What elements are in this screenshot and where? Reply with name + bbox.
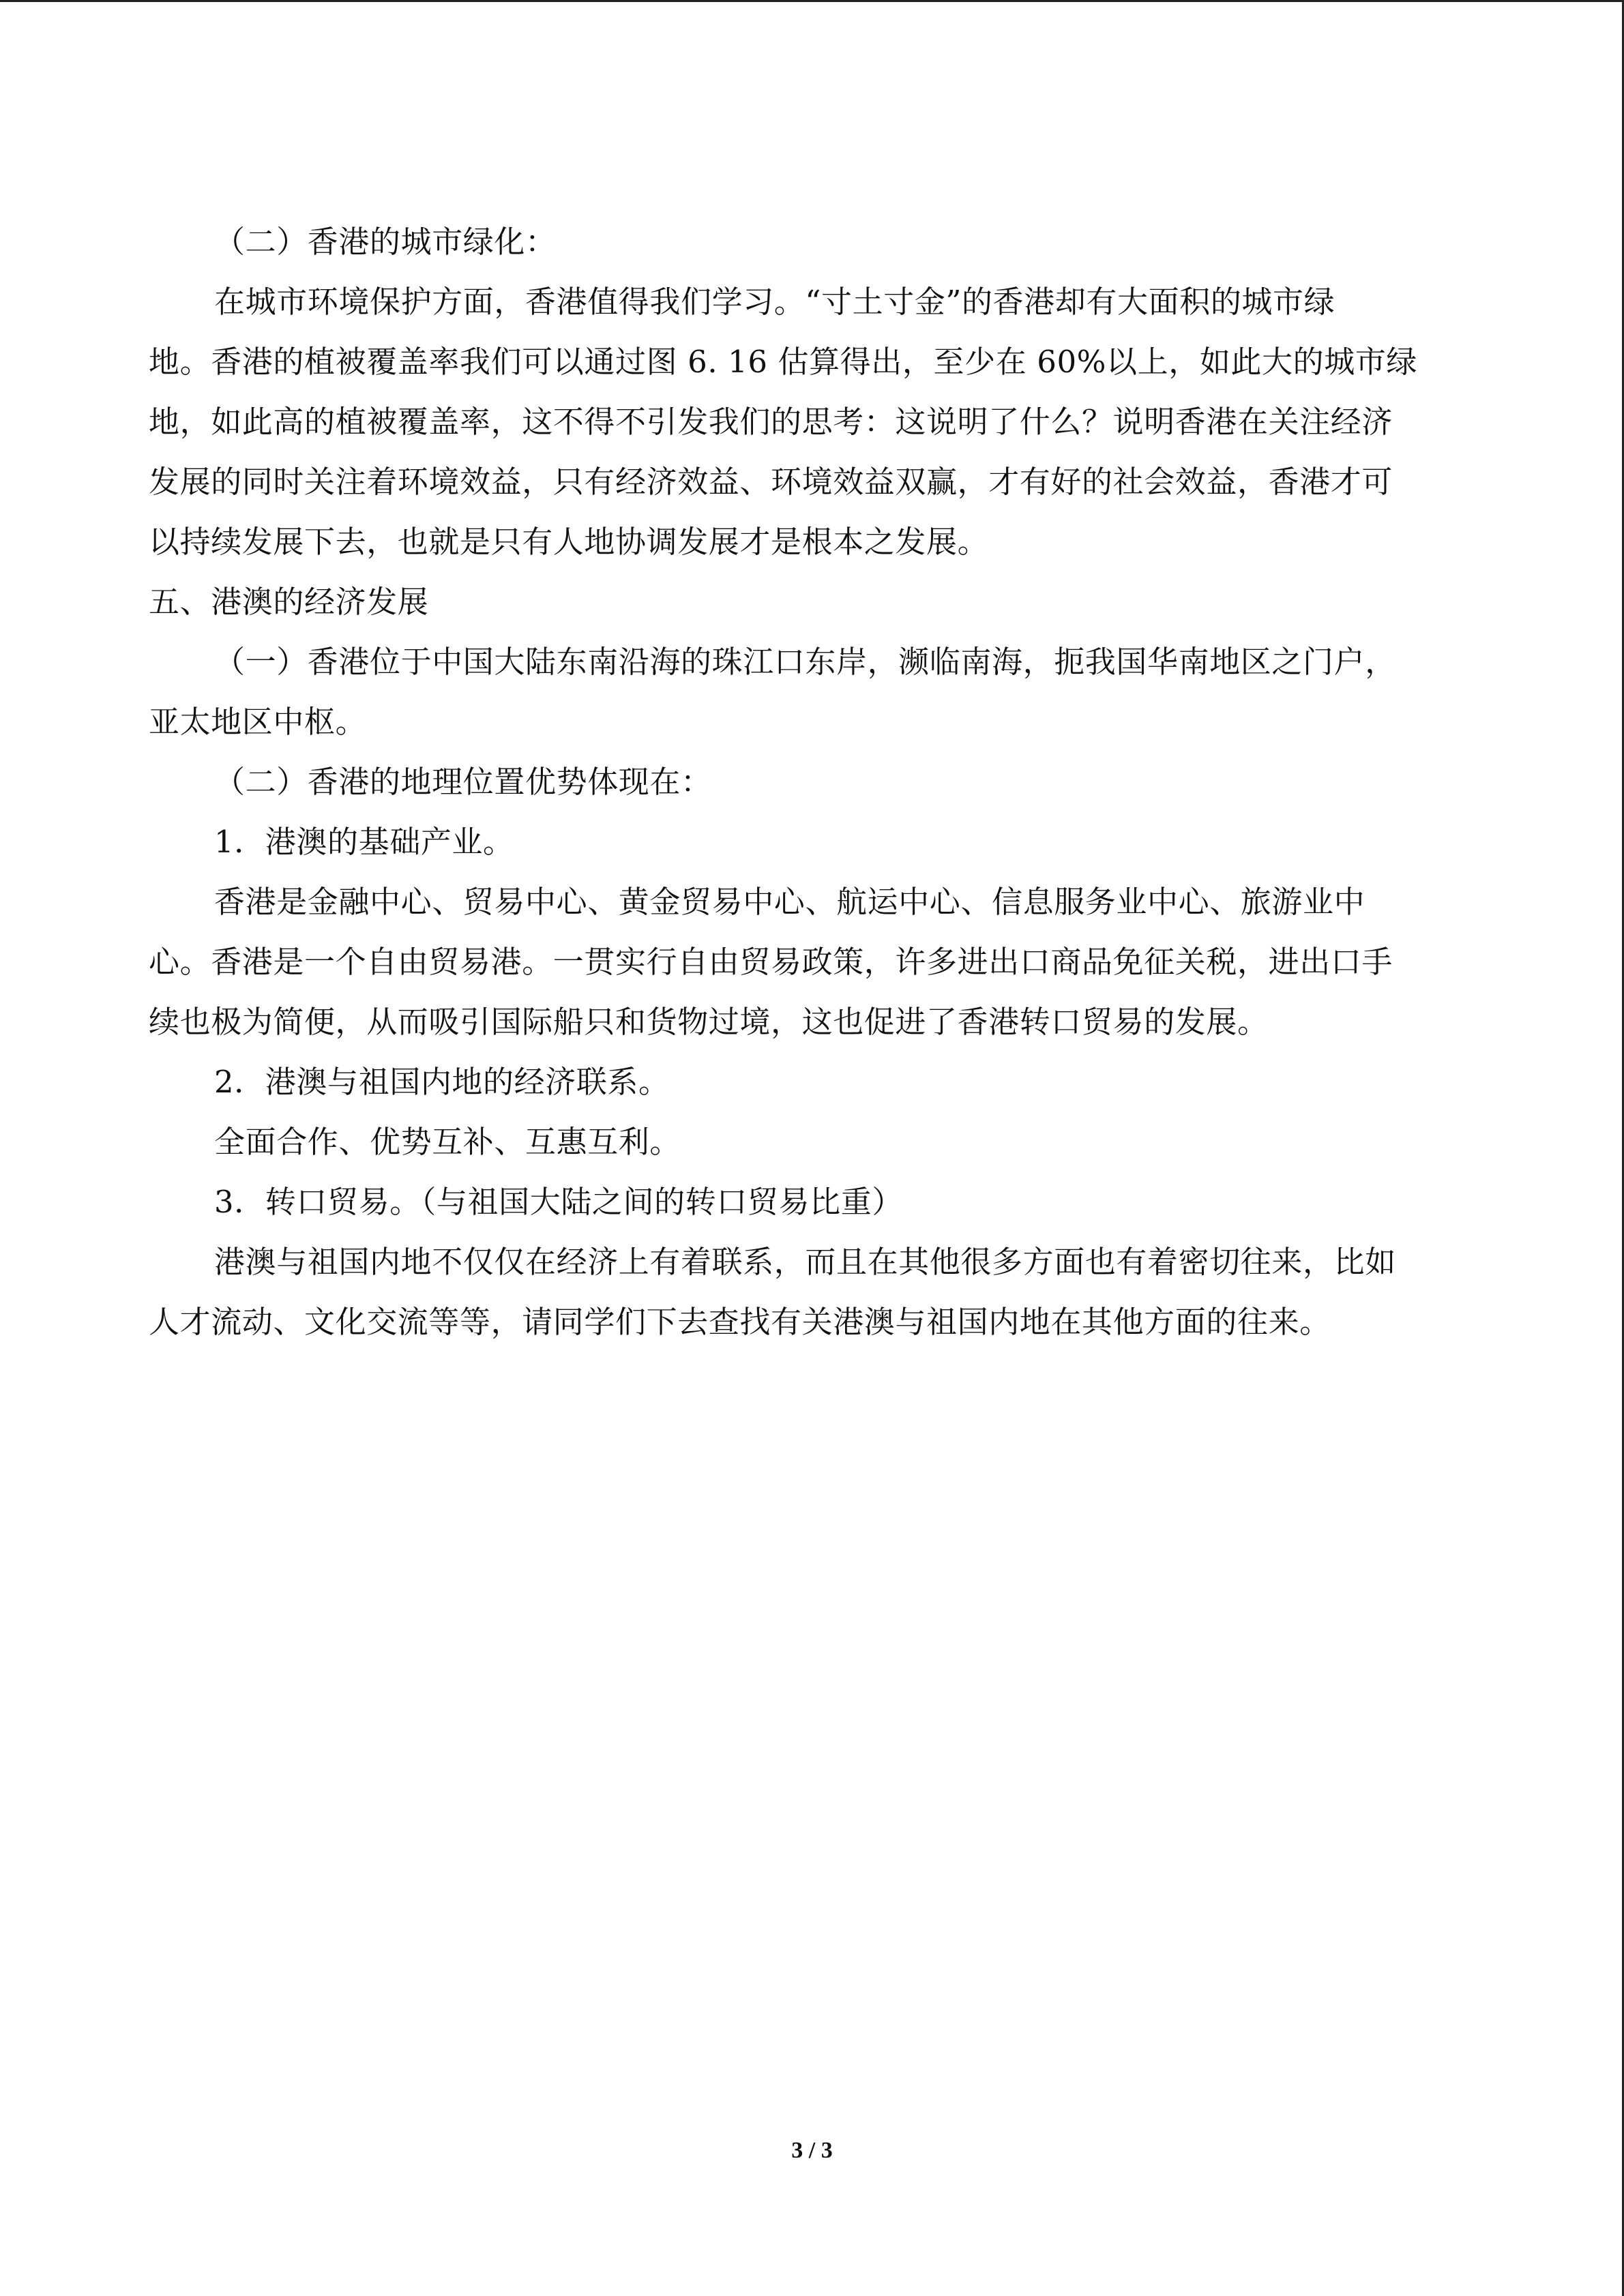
subsection-heading-greening: （二）香港的城市绿化： <box>214 224 557 260</box>
paragraph-line: 地。香港的植被覆盖率我们可以通过图 6. 16 估算得出，至少在 60%以上，如此大的城市绿 <box>149 344 1418 380</box>
list-item-heading: 1．港澳的基础产业。 <box>214 824 514 860</box>
paragraph-line: 续也极为简便，从而吸引国际船只和货物过境，这也促进了香港转口贸易的发展。 <box>149 1004 1269 1040</box>
paragraph-line: 香港是金融中心、贸易中心、黄金贸易中心、航运中心、信息服务业中心、旅游业中 <box>214 884 1365 920</box>
page-number: 3 / 3 <box>791 2138 833 2163</box>
paragraph-line: 亚太地区中枢。 <box>149 704 367 740</box>
paragraph-line: 人才流动、文化交流等等，请同学们下去查找有关港澳与祖国内地在其他方面的往来。 <box>149 1304 1331 1340</box>
list-item-heading: 3．转口贸易。（与祖国大陆之间的转口贸易比重） <box>214 1184 903 1220</box>
paragraph-line: 港澳与祖国内地不仅仅在经济上有着联系，而且在其他很多方面也有着密切往来，比如 <box>214 1244 1396 1280</box>
paragraph-line: 以持续发展下去，也就是只有人地协调发展才是根本之发展。 <box>149 524 989 560</box>
paragraph-line: （一）香港位于中国大陆东南沿海的珠江口东岸，濒临南海，扼我国华南地区之门户， <box>214 644 1396 680</box>
paragraph-line: 发展的同时关注着环境效益，只有经济效益、环境效益双赢，才有好的社会效益，香港才可 <box>149 464 1393 500</box>
section-heading-economy: 五、港澳的经济发展 <box>149 584 429 620</box>
paragraph-line: 心。香港是一个自由贸易港。一贯实行自由贸易政策，许多进出口商品免征关税，进出口手 <box>149 944 1393 980</box>
paragraph-line: 全面合作、优势互补、互惠互利。 <box>214 1124 681 1160</box>
document-body <box>149 212 1472 1352</box>
paragraph-line: 地，如此高的植被覆盖率，这不得不引发我们的思考：这说明了什么？说明香港在关注经济 <box>149 404 1393 440</box>
list-item-heading: 2．港澳与祖国内地的经济联系。 <box>214 1064 670 1100</box>
paragraph-line: 在城市环境保护方面，香港值得我们学习。“寸土寸金”的香港却有大面积的城市绿 <box>214 284 1335 320</box>
subsection-heading-location: （二）香港的地理位置优势体现在： <box>214 764 712 800</box>
